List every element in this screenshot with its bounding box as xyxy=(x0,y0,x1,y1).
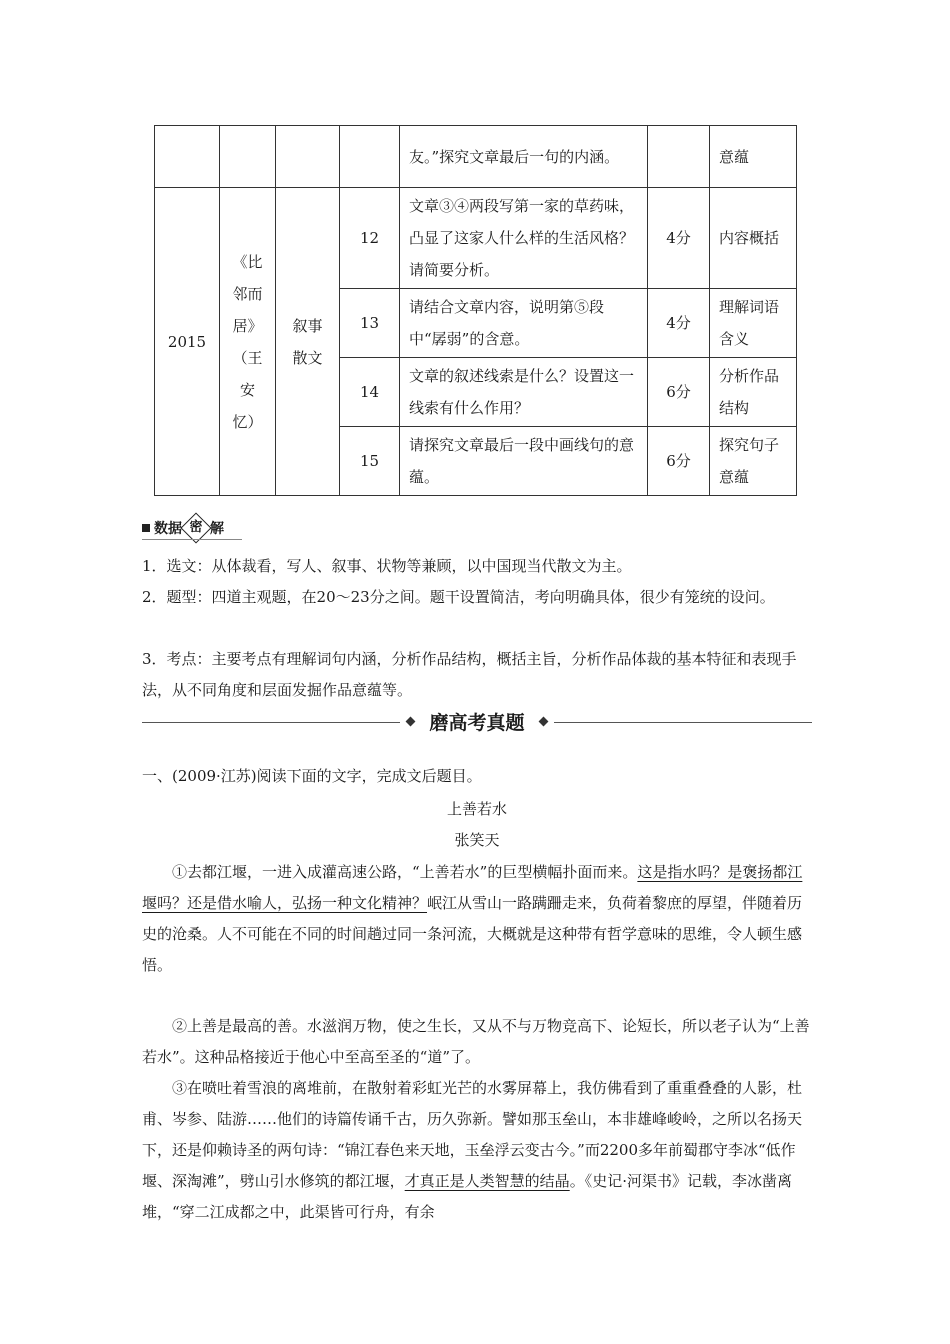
points-cell: 6分 xyxy=(648,358,710,427)
analysis-item: 1．选文：从体裁看，写人、叙事、状物等兼顾，以中国现当代散文为主。 xyxy=(142,557,632,575)
question-cell: 请探究文章最后一段中画线句的意蕴。 xyxy=(400,427,648,496)
year-cell: 2015 xyxy=(155,188,220,496)
table-row xyxy=(155,126,797,188)
question-number: 12 xyxy=(340,188,400,289)
underlined-sentence: 这是指水吗？是褒扬都江堰吗？还是借水喻人，弘扬一种文化精神？ xyxy=(142,863,803,912)
skill-cell: 意蕴 xyxy=(710,126,797,188)
square-bullet-icon xyxy=(142,524,150,532)
article-author: 张笑天 xyxy=(454,831,500,849)
question-cell: 友。”探究文章最后一句的内涵。 xyxy=(400,126,648,188)
paragraph-1: ①去都江堰，一进入成灌高速公路，“上善若水”的巨型横幅扑面而来。这是指水吗？是褒扬都江堰吗？还是借水喻人，弘扬一种文化精神？岷江从雪山一路蹒跚走来，负荷着黎庶的厚望，伴随着历史的沧桑。人不可能在不同的时间趟过同一条河流，大概就是这种带有哲学意味的思维，令人顿生感悟。 xyxy=(142,863,803,974)
question-number: 15 xyxy=(340,427,400,496)
skill-cell: 探究句子意蕴 xyxy=(710,427,797,496)
divider xyxy=(554,722,812,723)
analysis-item: 2．题型：四道主观题，在20～23分之间。题干设置简洁，考向明确具体，很少有笼统的设问。 xyxy=(142,588,775,606)
section-banner xyxy=(142,708,812,738)
exercise-intro: 一、(2009·江苏)阅读下面的文字，完成文后题目。 xyxy=(142,767,482,785)
points-cell: 6分 xyxy=(648,427,710,496)
section-heading-data-analysis: 数据 密 解 xyxy=(142,516,224,540)
analysis-item: 3．考点：主要考点有理解词句内涵，分析作品结构，概括主旨，分析作品体裁的基本特征和表现手法，从不同角度和层面发掘作品意蕴等。 xyxy=(142,650,797,699)
banner-title: 磨高考真题 xyxy=(429,712,525,734)
genre-cell: 叙事 散文 xyxy=(276,188,340,496)
question-number: 13 xyxy=(340,289,400,358)
skill-cell: 分析作品结构 xyxy=(710,358,797,427)
paragraph-3: ③在喷吐着雪浪的离堆前，在散射着彩虹光芒的水雾屏幕上，我仿佛看到了重重叠叠的人影，杜甫、岑参、陆游……他们的诗篇传诵千古，历久弥新。譬如那玉垒山，本非雄峰峻岭，之所以名扬天下，还是仰赖诗圣的两句诗：“锦江春色来天地，玉垒浮云变古今。”而2200多年前蜀郡守李冰“低作堰、深淘滩”，劈山引水修筑的都江堰，才真正是人类智慧的结晶。《史记·河渠书》记载，李冰凿离堆，“穿二江成都之中，此渠皆可行舟，有余 xyxy=(142,1079,803,1221)
points-cell: 4分 xyxy=(648,188,710,289)
question-cell: 文章的叙述线索是什么？设置这一线索有什么作用？ xyxy=(400,358,648,427)
section-underline xyxy=(142,539,242,540)
article-title: 上善若水 xyxy=(446,800,507,818)
table-row xyxy=(155,188,797,289)
work-title-cell: 《比 邻而 居》 （王 安 忆） xyxy=(220,188,276,496)
skill-cell: 内容概括 xyxy=(710,188,797,289)
question-cell: 文章③④两段写第一家的草药味，凸显了这家人什么样的生活风格？请简要分析。 xyxy=(400,188,648,289)
question-cell: 请结合文章内容，说明第⑤段中“孱弱”的含意。 xyxy=(400,289,648,358)
points-cell: 4分 xyxy=(648,289,710,358)
question-number: 14 xyxy=(340,358,400,427)
underlined-sentence: 才真正是人类智慧的结晶 xyxy=(404,1172,570,1190)
diamond-badge-icon: 密 xyxy=(180,512,211,543)
skill-cell: 理解词语含义 xyxy=(710,289,797,358)
exam-analysis-table xyxy=(154,125,797,496)
paragraph-2: ②上善是最高的善。水滋润万物，使之生长，又从不与万物竞高下、论短长，所以老子认为“上善若水”。这种品格接近于他心中至高至圣的“道”了。 xyxy=(142,1017,810,1066)
